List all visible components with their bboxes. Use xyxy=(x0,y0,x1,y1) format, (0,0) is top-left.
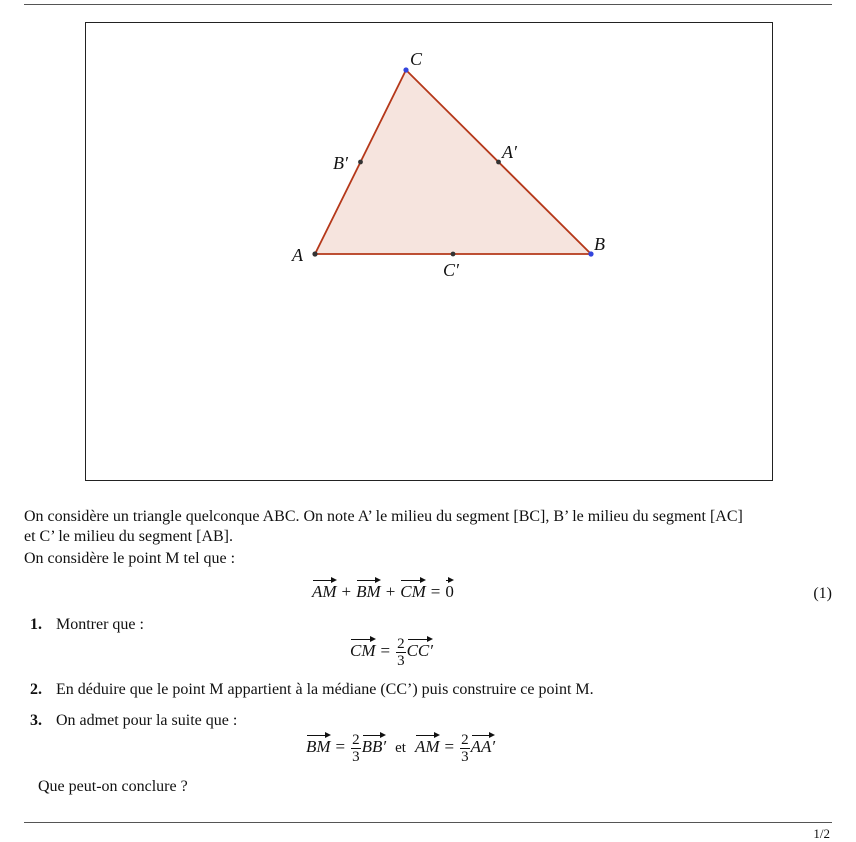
top-rule xyxy=(24,4,832,5)
plus-sign: + xyxy=(341,582,352,601)
intro-line-2: et C’ le milieu du segment [AB]. xyxy=(24,528,233,545)
vector-cm: CM xyxy=(400,578,426,602)
label-b-prime: B′ xyxy=(333,153,348,173)
equation-number: (1) xyxy=(813,585,832,602)
fraction-numerator: 2 xyxy=(352,732,360,748)
equation-1 xyxy=(312,578,454,602)
label-a-prime: A′ xyxy=(502,142,517,162)
point-b-marker xyxy=(588,251,593,256)
fraction-denominator: 3 xyxy=(397,653,405,669)
fraction-denominator: 3 xyxy=(461,749,469,765)
vector-aa-prime: AA′ xyxy=(471,733,496,757)
question-2-text: En déduire que le point M appartient à la médiane (CC’) puis construire ce point M. xyxy=(56,681,594,698)
intro-line-3: On considère le point M tel que : xyxy=(24,550,236,567)
triangle-abc xyxy=(315,70,591,254)
question-1-number: 1. xyxy=(30,616,42,633)
vector-bb-prime: BB′ xyxy=(362,733,387,757)
fraction-numerator: 2 xyxy=(397,636,405,652)
fraction-two-thirds xyxy=(351,732,361,765)
plus-sign: + xyxy=(385,582,396,601)
equals-sign: = xyxy=(430,582,441,601)
footer-rule xyxy=(24,822,832,823)
fraction-numerator: 2 xyxy=(461,732,469,748)
equation-3 xyxy=(306,732,495,765)
question-3-text: On admet pour la suite que : xyxy=(56,712,238,729)
question-2-number: 2. xyxy=(30,681,42,698)
point-a-prime-marker xyxy=(496,160,501,165)
equals-sign: = xyxy=(444,737,455,757)
equation-2 xyxy=(350,636,433,669)
vector-bm: BM xyxy=(356,578,381,602)
point-a-marker xyxy=(312,251,317,256)
label-c: C xyxy=(410,49,423,69)
equals-sign: = xyxy=(335,737,346,757)
triangle-figure xyxy=(86,23,772,480)
point-b-prime-marker xyxy=(358,160,363,165)
point-c-marker xyxy=(403,67,408,72)
equals-sign: = xyxy=(380,641,391,661)
fraction-denominator: 3 xyxy=(352,749,360,765)
label-c-prime: C′ xyxy=(443,260,459,280)
vector-am: AM xyxy=(312,578,337,602)
figure-frame xyxy=(85,22,773,481)
label-a: A xyxy=(292,245,303,265)
conclusion-question: Que peut-on conclure ? xyxy=(38,778,188,795)
question-3-number: 3. xyxy=(30,712,42,729)
vector-am: AM xyxy=(415,733,440,757)
intro-line-1: On considère un triangle quelconque ABC. On note A’ le milieu du segment [BC], B’ le milieu du segment [AC] xyxy=(24,508,743,525)
fraction-two-thirds xyxy=(396,636,406,669)
label-b: B xyxy=(594,234,605,254)
point-c-prime-marker xyxy=(451,252,456,257)
page-number: 1/2 xyxy=(813,826,830,841)
vector-bm: BM xyxy=(306,733,331,757)
vector-cm: CM xyxy=(350,637,376,661)
question-1-text: Montrer que : xyxy=(56,616,144,633)
zero-vector: 0 xyxy=(445,578,454,602)
fraction-two-thirds xyxy=(460,732,470,765)
connector-et: et xyxy=(395,740,406,757)
vector-cc-prime: CC′ xyxy=(407,637,433,661)
